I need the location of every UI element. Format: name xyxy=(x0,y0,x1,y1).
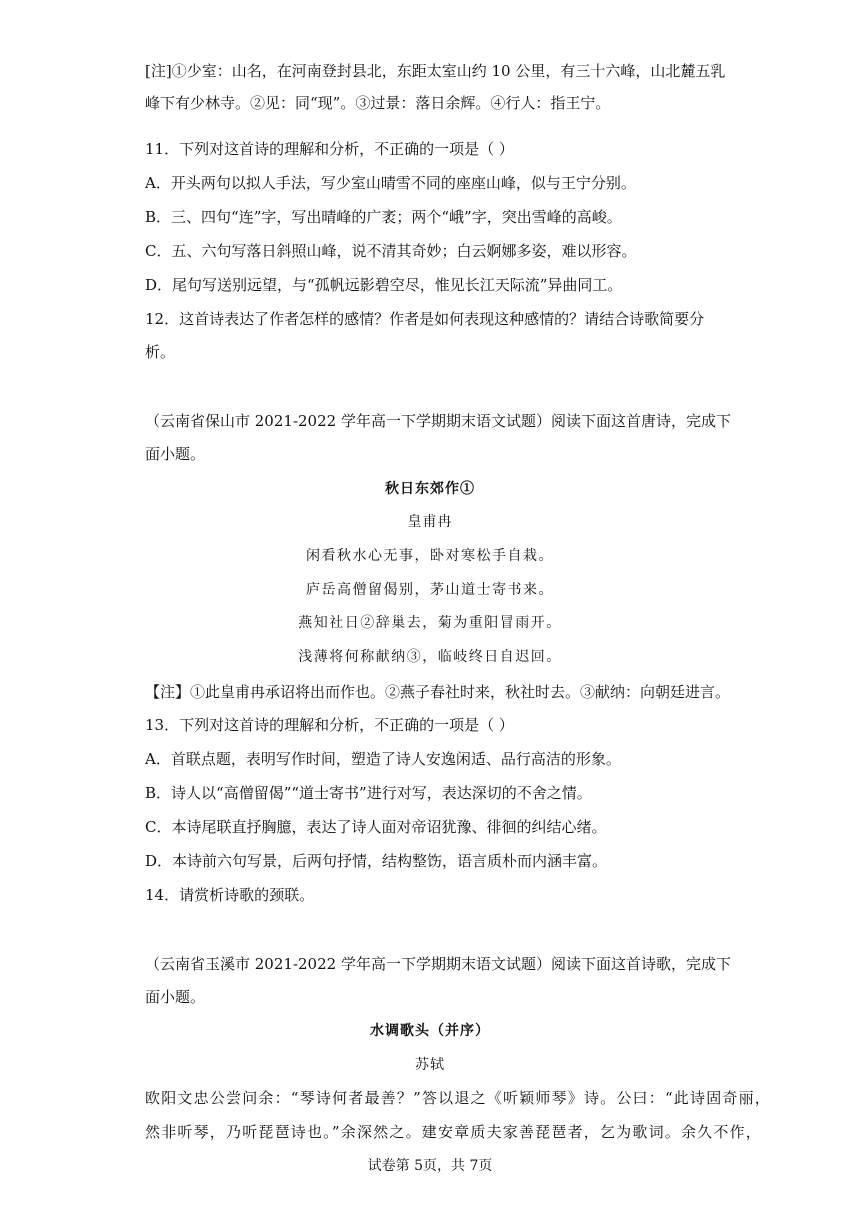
poem-line-2: 庐岳高僧留偈别，茅山道士寄书来。 xyxy=(306,582,554,598)
question-11-option-c: C．五、六句写落日斜照山峰，说不清其奇妙；白云婀娜多姿，难以形容。 xyxy=(145,242,637,260)
poem-line-4: 浅薄将何称献纳③，临岐终日自迟回。 xyxy=(298,649,562,665)
poem-line-1: 闲看秋水心无事，卧对寒松手自栽。 xyxy=(306,548,554,564)
question-11-option-a: A．开头两句以拟人手法，写少室山晴雪不同的座座山峰，似与王宁分别。 xyxy=(145,174,636,192)
question-12-line1: 12．这首诗表达了作者怎样的感情？作者是如何表现这种感情的？请结合诗歌简要分 xyxy=(145,310,705,328)
section3-intro-line1: （云南省玉溪市 2021-2022 学年高一下学期期末语文试题）阅读下面这首诗歌，完成下 xyxy=(145,955,731,973)
section2-intro-line2: 面小题。 xyxy=(145,445,206,463)
question-13-option-c: C．本诗尾联直抒胸臆，表达了诗人面对帝诏犹豫、徘徊的纠结心绪。 xyxy=(145,818,607,836)
question-13-option-a: A．首联点题，表明写作时间，塑造了诗人安逸闲适、品行高洁的形象。 xyxy=(145,750,621,768)
poem-annotation: 【注】①此皇甫冉承诏将出而作也。②燕子春社时来，秋社时去。③献纳：向朝廷进言。 xyxy=(145,683,731,701)
question-13: 13．下列对这首诗的理解和分析，不正确的一项是（ ） xyxy=(145,716,514,734)
section2-intro-line1: （云南省保山市 2021-2022 学年高一下学期期末语文试题）阅读下面这首唐诗，完成下 xyxy=(145,412,731,430)
poem-line-3: 燕知社日②辞巢去，菊为重阳冒雨开。 xyxy=(298,615,562,631)
question-12-line2: 析。 xyxy=(145,343,176,361)
question-11: 11．下列对这首诗的理解和分析，不正确的一项是（ ） xyxy=(145,140,514,158)
preface-line2: 然非听琴，乃听琵琶诗也。”余深然之。建安章质夫家善琵琶者，乞为歌词。余久不作， xyxy=(145,1123,762,1141)
preface-line1: 欧阳文忠公尝问余：“琴诗何者最善？”答以退之《听颖师琴》诗。公曰：“此诗固奇丽， xyxy=(145,1089,772,1107)
question-14: 14．请赏析诗歌的颈联。 xyxy=(145,886,315,904)
page-footer: 试卷第 5页，共 7页 xyxy=(367,1158,493,1174)
section3-intro-line2: 面小题。 xyxy=(145,988,206,1006)
question-11-option-d: D．尾句写送别远望，与“孤帆远影碧空尽，惟见长江天际流”异曲同工。 xyxy=(145,276,623,294)
note-shaoshi-line2: 峰下有少林寺。②见：同“现”。③过景：落日余辉。④行人：指王宁。 xyxy=(145,94,611,112)
question-11-option-b: B．三、四句“连”字，写出晴峰的广袤；两个“峨”字，突出雪峰的高峻。 xyxy=(145,208,622,226)
poem-title-qiuri: 秋日东郊作① xyxy=(385,481,475,497)
poem-author-huangfuran: 皇甫冉 xyxy=(407,514,453,530)
question-13-option-b: B．诗人以“高僧留偈”“道士寄书”进行对写，表达深切的不舍之情。 xyxy=(145,784,592,802)
note-shaoshi-line1: [注]①少室：山名，在河南登封县北，东距太室山约 10 公里，有三十六峰，山北麓五乳 xyxy=(145,62,726,80)
question-13-option-d: D．本诗前六句写景，后两句抒情，结构整饬，语言质朴而内涵丰富。 xyxy=(145,852,608,870)
poem-author-sushi: 苏轼 xyxy=(415,1057,445,1073)
poem-title-shuidiaogetou: 水调歌头（并序） xyxy=(370,1023,490,1039)
